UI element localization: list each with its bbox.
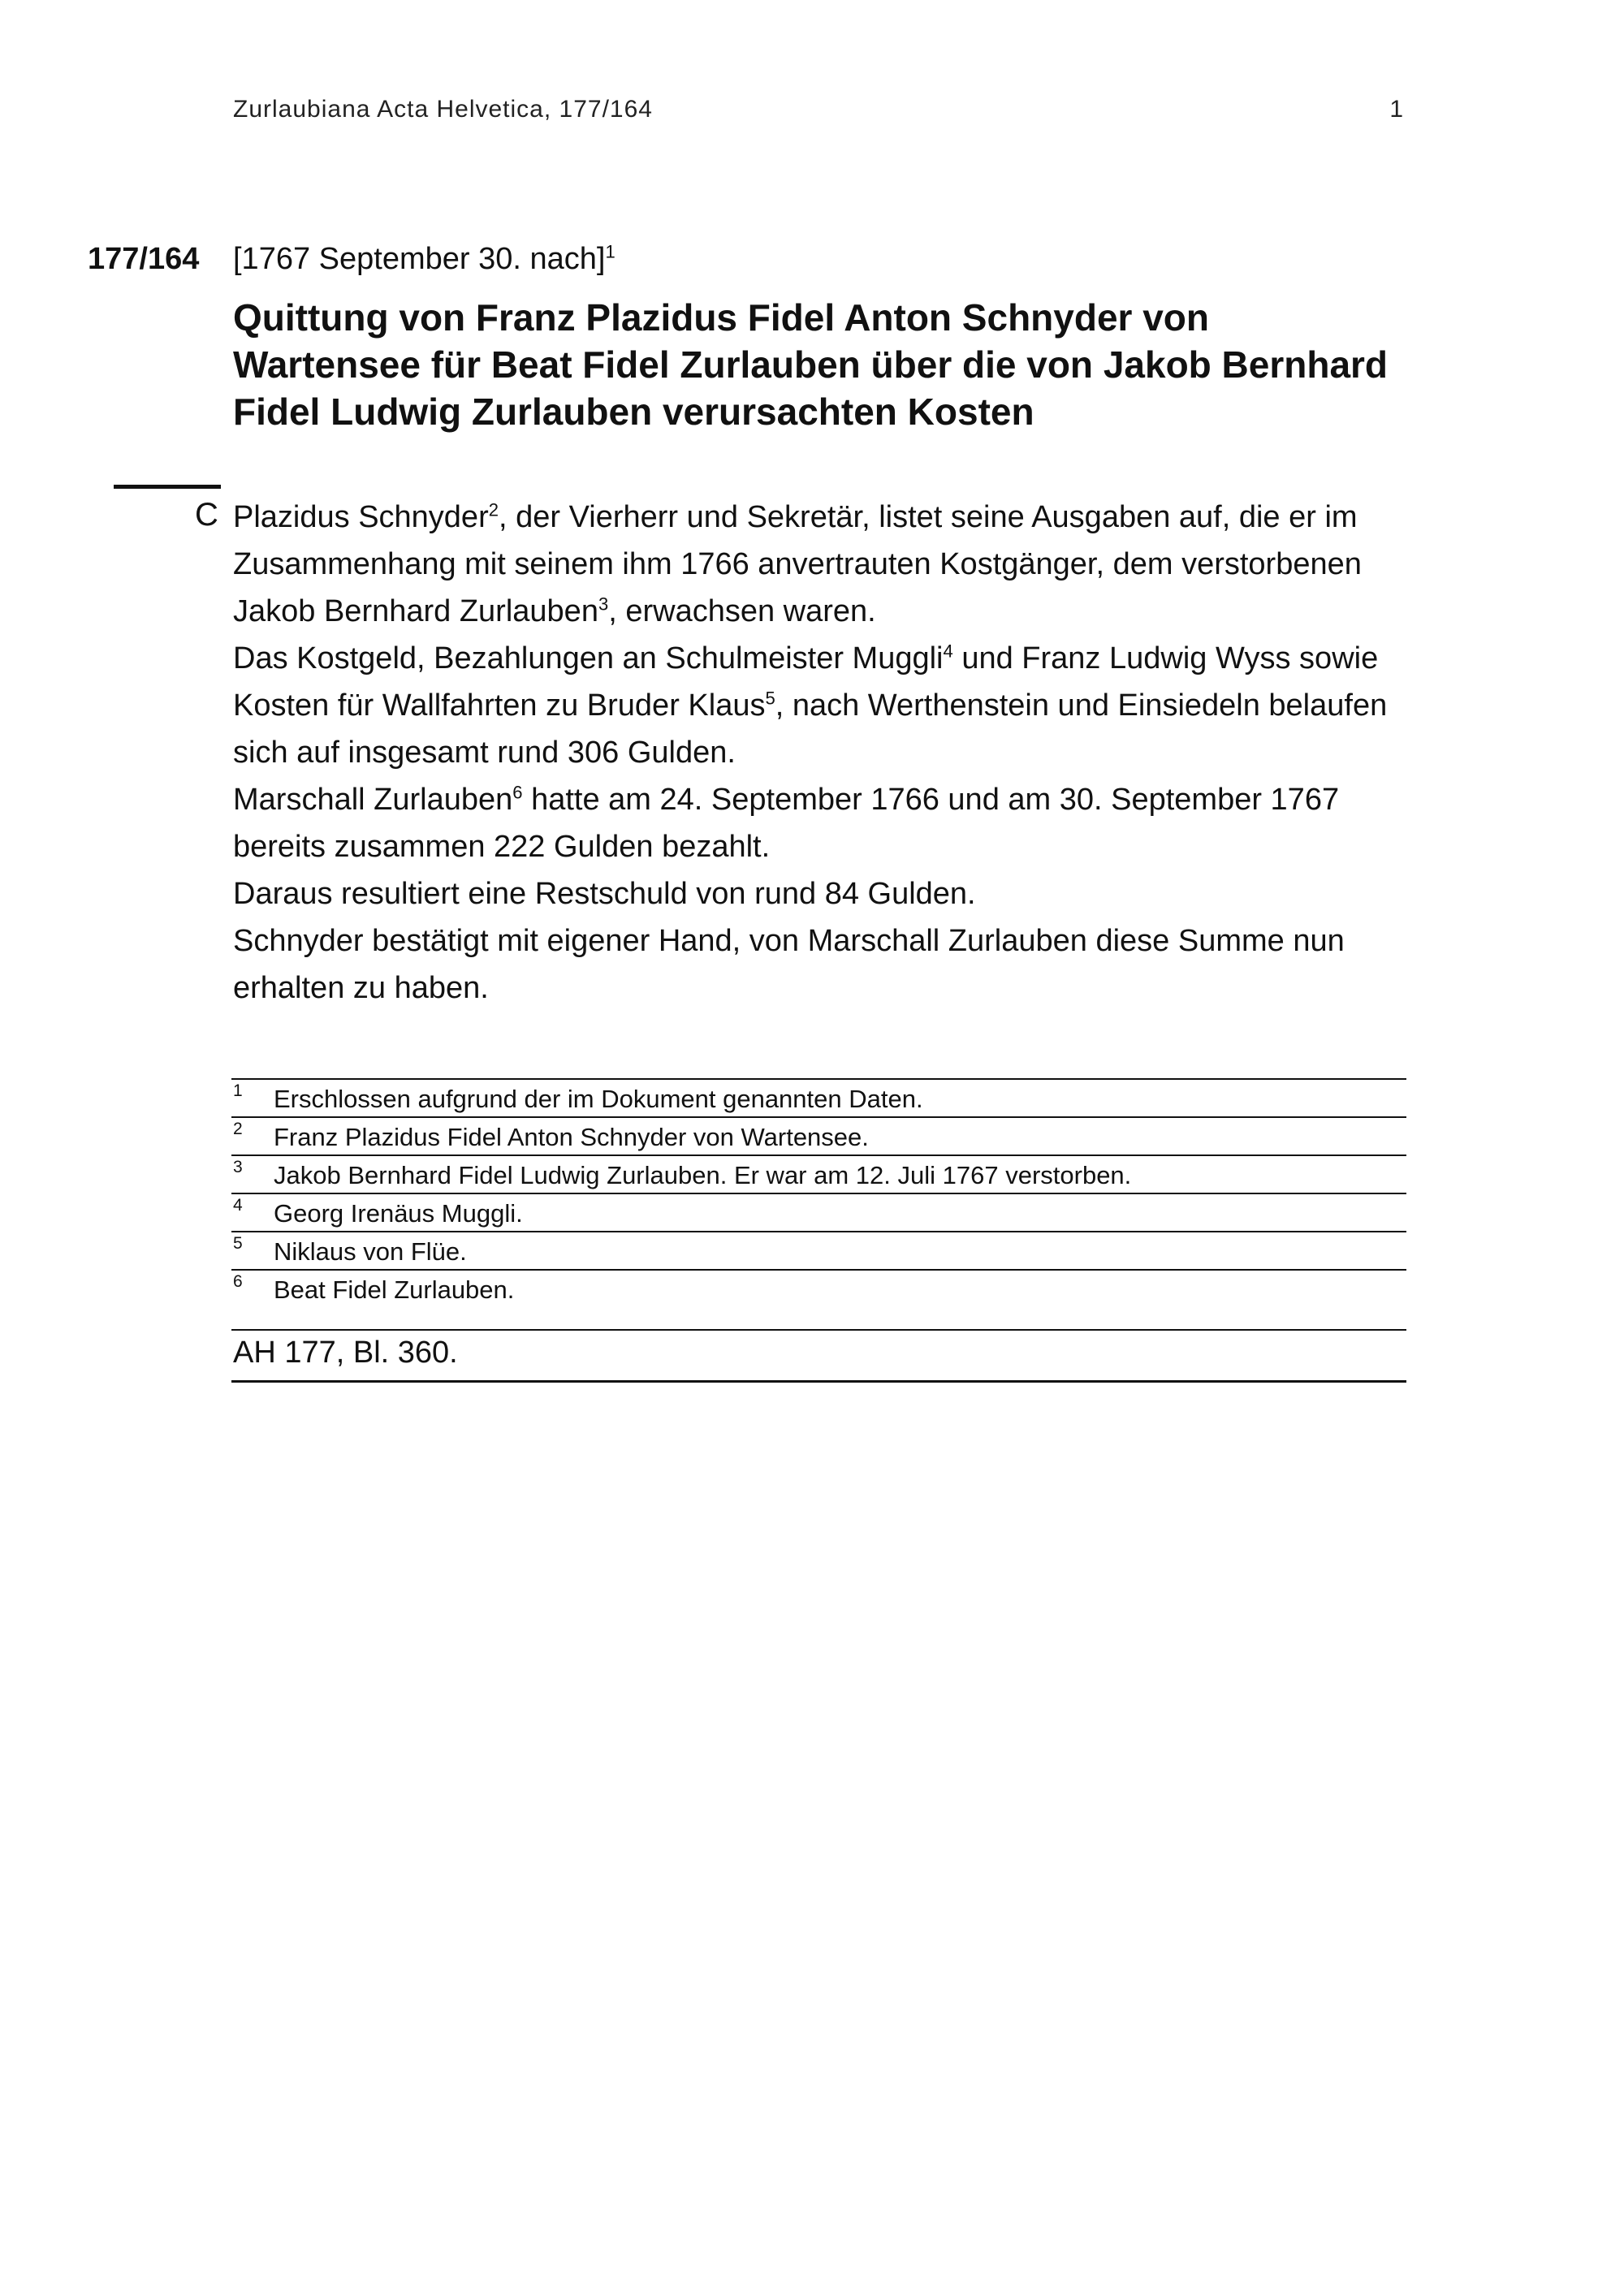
footnotes-table	[231, 1078, 1406, 1307]
page-number: 1	[1389, 96, 1403, 123]
document-date-text: [1767 September 30. nach]	[233, 242, 606, 276]
regest-text: , erwachsen waren.	[608, 594, 876, 628]
regest-text: und Franz Ludwig Wyss sowie Kosten für Wallfahrten zu Bruder Klaus	[233, 641, 1379, 723]
regest-text: hatte am 24. September 1766 und am 30. September 1767 bereits zusammen 222 Gulden bezahlt.	[233, 783, 1340, 864]
footnote-row	[231, 1193, 1406, 1231]
footnote-text: Erschlossen aufgrund der im Dokument genannten Daten.	[274, 1085, 923, 1113]
regest-paragraph	[233, 494, 1427, 635]
regest-paragraph	[233, 635, 1427, 776]
regest-text: Das Kostgeld, Bezahlungen an Schulmeister Muggli	[233, 641, 944, 675]
footnote-number: 5	[233, 1234, 243, 1253]
footnote-number: 4	[233, 1196, 243, 1215]
regest-text: , der Vierherr und Sekretär, listet seine Ausgaben auf, die er im Zusammenhang mit seinem ihm 1766 anvertrauten Kostgänger, dem verstorbenen Jakob Bernhard Zurlauben	[233, 500, 1362, 628]
running-head: Zurlaubiana Acta Helvetica, 177/164	[233, 96, 653, 123]
document-date	[233, 242, 615, 277]
footnote-ref: 2	[488, 499, 499, 520]
document-number: 177/164	[88, 242, 200, 276]
footnote-number: 3	[233, 1158, 243, 1176]
footnote-number: 1	[233, 1081, 243, 1100]
regest-text: Plazidus Schnyder	[233, 500, 489, 534]
footnote-ref: 3	[598, 593, 609, 615]
section-marker-letter: C	[195, 497, 218, 533]
footnote-number: 6	[233, 1272, 243, 1291]
footnote-row	[231, 1231, 1406, 1269]
regest-text: Marschall Zurlauben	[233, 783, 513, 817]
footnote-ref: 5	[765, 688, 775, 709]
footnote-ref: 4	[943, 641, 953, 662]
footnote-row	[231, 1078, 1406, 1116]
footnote-text: Jakob Bernhard Fidel Ludwig Zurlauben. Er war am 12. Juli 1767 verstorben.	[274, 1161, 1132, 1189]
regest-paragraph: Schnyder bestätigt mit eigener Hand, von Marschall Zurlauben diese Summe nun erhalten zu haben.	[233, 924, 1345, 1005]
section-marker-rule	[114, 485, 221, 489]
source-reference: AH 177, Bl. 360.	[231, 1329, 1406, 1383]
regest-body	[233, 494, 1427, 1012]
document-title: Quittung von Franz Plazidus Fidel Anton Schnyder von Wartensee für Beat Fidel Zurlauben über die von Jakob Bernhard Fidel Ludwig Zurlauben verursachten Kosten	[233, 296, 1389, 433]
regest-paragraph	[233, 776, 1427, 870]
footnote-ref: 6	[512, 782, 523, 803]
footnote-text: Georg Irenäus Muggli.	[274, 1199, 523, 1228]
footnote-text: Niklaus von Flüe.	[274, 1237, 467, 1266]
footnote-ref: 1	[605, 241, 615, 262]
footnote-row	[231, 1269, 1406, 1307]
footnote-number: 2	[233, 1120, 243, 1138]
regest-text: , nach Werthenstein und Einsiedeln belaufen sich auf insgesamt rund 306 Gulden.	[233, 688, 1388, 770]
regest-paragraph: Daraus resultiert eine Restschuld von rund 84 Gulden.	[233, 877, 976, 911]
footnote-text: Franz Plazidus Fidel Anton Schnyder von Wartensee.	[274, 1123, 869, 1151]
footnote-row	[231, 1116, 1406, 1154]
footnote-text: Beat Fidel Zurlauben.	[274, 1275, 515, 1304]
footnote-row	[231, 1154, 1406, 1193]
